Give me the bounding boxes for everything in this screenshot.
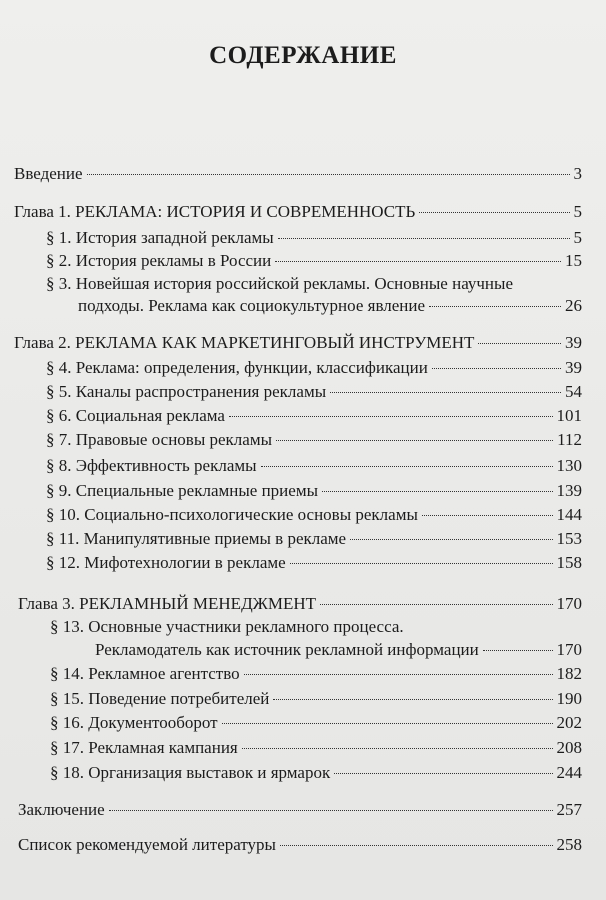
toc-entry-chapter-1[interactable]	[14, 202, 582, 222]
toc-entry-section-13[interactable]	[95, 640, 582, 660]
page-title: СОДЕРЖАНИЕ	[209, 42, 397, 69]
dot-leader	[222, 723, 553, 724]
toc-entry-section-10[interactable]	[46, 505, 582, 525]
toc-entry-section-15[interactable]	[50, 689, 582, 709]
toc-entry-page: 5	[573, 202, 582, 221]
toc-entry-section-8[interactable]	[46, 456, 582, 476]
toc-entry-page: 208	[556, 738, 582, 757]
toc-entry-label: § 17. Рекламная кампания	[50, 738, 238, 757]
toc-entry-chapter-3[interactable]	[18, 594, 582, 614]
toc-entry-label: § 16. Документооборот	[50, 713, 218, 732]
toc-entry-label: § 18. Организация выставок и ярмарок	[50, 763, 331, 782]
dot-leader	[87, 174, 570, 175]
toc-entry-label: § 14. Рекламное агентство	[50, 664, 240, 683]
toc-entry-section-5[interactable]	[46, 382, 582, 402]
toc-entry-label: § 5. Каналы распространения рекламы	[46, 382, 327, 401]
dot-leader	[322, 491, 553, 492]
toc-entry-page: 39	[565, 358, 582, 377]
toc-entry-label: § 7. Правовые основы рекламы	[46, 430, 273, 449]
toc-entry-bibliography[interactable]	[18, 835, 582, 855]
toc-entry-section-18[interactable]	[50, 763, 582, 783]
toc-entry-label: § 12. Мифотехнологии в рекламе	[46, 553, 286, 572]
toc-entry-page: 170	[556, 594, 582, 613]
toc-entry-section-6[interactable]	[46, 406, 582, 426]
toc-entry-introduction[interactable]	[14, 164, 582, 184]
toc-entry-label: § 15. Поведение потребителей	[50, 689, 270, 708]
dot-leader	[261, 466, 553, 467]
toc-entry-section-12[interactable]	[46, 553, 582, 573]
toc-entry-conclusion[interactable]	[18, 800, 582, 820]
toc-entry-section-1[interactable]	[46, 228, 582, 248]
dot-leader	[419, 212, 569, 213]
toc-entry-label: § 10. Социально-психологические основы рекламы	[46, 505, 418, 524]
toc-entry-page: 190	[556, 689, 582, 708]
toc-entry-section-14[interactable]	[50, 664, 582, 684]
dot-leader	[280, 845, 553, 846]
toc-entry-label: Глава 3. РЕКЛАМНЫЙ МЕНЕДЖМЕНТ	[18, 594, 317, 613]
toc-entry-page: 112	[557, 430, 582, 449]
toc-entry-section-17[interactable]	[50, 738, 582, 758]
dot-leader	[229, 416, 553, 417]
dot-leader	[422, 515, 553, 516]
toc-entry-label: Список рекомендуемой литературы	[18, 835, 276, 854]
toc-entry-label: § 4. Реклама: определения, функции, классификации	[46, 358, 428, 377]
toc-entry-section-4[interactable]	[46, 358, 582, 378]
toc-entry-page: 182	[556, 664, 582, 683]
dot-leader	[244, 674, 553, 675]
toc-entry-chapter-2[interactable]	[14, 333, 582, 353]
toc-entry-label: § 9. Специальные рекламные приемы	[46, 481, 318, 500]
toc-entry-section-13-line1[interactable]: § 13. Основные участники рекламного процесса.	[50, 617, 404, 636]
toc-entry-page: 144	[556, 505, 582, 524]
toc-entry-label: подходы. Реклама как социокультурное явление	[78, 296, 426, 315]
toc-entry-label: § 2. История рекламы в России	[46, 251, 272, 270]
toc-entry-section-3-line1[interactable]: § 3. Новейшая история российской рекламы. Основные научные	[46, 274, 513, 293]
toc-entry-page: 139	[556, 481, 582, 500]
toc-entry-page: 153	[556, 529, 582, 548]
toc-entry-label: § 11. Манипулятивные приемы в рекламе	[46, 529, 347, 548]
toc-entry-page: 130	[556, 456, 582, 475]
dot-leader	[334, 773, 552, 774]
toc-entry-page: 101	[556, 406, 582, 425]
dot-leader	[478, 343, 561, 344]
toc-entry-section-11[interactable]	[46, 529, 582, 549]
toc-entry-section-16[interactable]	[50, 713, 582, 733]
toc-entry-page: 39	[565, 333, 582, 352]
dot-leader	[109, 810, 553, 811]
dot-leader	[320, 604, 552, 605]
toc-entry-page: 170	[556, 640, 582, 659]
toc-entry-label: Заключение	[18, 800, 105, 819]
toc-entry-page: 26	[565, 296, 582, 315]
toc-entry-page: 257	[556, 800, 582, 819]
dot-leader	[278, 238, 570, 239]
dot-leader	[350, 539, 552, 540]
toc-entry-section-9[interactable]	[46, 481, 582, 501]
toc-entry-page: 54	[565, 382, 582, 401]
dot-leader	[275, 261, 561, 262]
dot-leader	[290, 563, 553, 564]
toc-entry-page: 5	[573, 228, 582, 247]
toc-entry-label: Глава 2. РЕКЛАМА КАК МАРКЕТИНГОВЫЙ ИНСТРУМЕНТ	[14, 333, 475, 352]
dot-leader	[483, 650, 553, 651]
dot-leader	[276, 440, 553, 441]
toc-entry-label: Введение	[14, 164, 83, 183]
toc-entry-section-2[interactable]	[46, 251, 582, 271]
toc-entry-label: § 1. История западной рекламы	[46, 228, 274, 247]
toc-entry-page: 202	[556, 713, 582, 732]
dot-leader	[242, 748, 553, 749]
toc-entry-label: Глава 1. РЕКЛАМА: ИСТОРИЯ И СОВРЕМЕННОСТЬ	[14, 202, 416, 221]
toc-entry-page: 258	[556, 835, 582, 854]
toc-entry-label: § 6. Социальная реклама	[46, 406, 225, 425]
toc-entry-page: 15	[565, 251, 582, 270]
toc-entry-page: 158	[556, 553, 582, 572]
dot-leader	[432, 368, 561, 369]
toc-entry-label: § 8. Эффективность рекламы	[46, 456, 257, 475]
dot-leader	[273, 699, 552, 700]
toc-entry-section-7[interactable]	[46, 430, 582, 450]
toc-entry-page: 244	[556, 763, 582, 782]
toc-entry-label: Рекламодатель как источник рекламной информации	[95, 640, 479, 659]
toc-entry-section-3[interactable]	[78, 296, 582, 316]
dot-leader	[330, 392, 561, 393]
dot-leader	[429, 306, 561, 307]
toc-entry-page: 3	[573, 164, 582, 183]
